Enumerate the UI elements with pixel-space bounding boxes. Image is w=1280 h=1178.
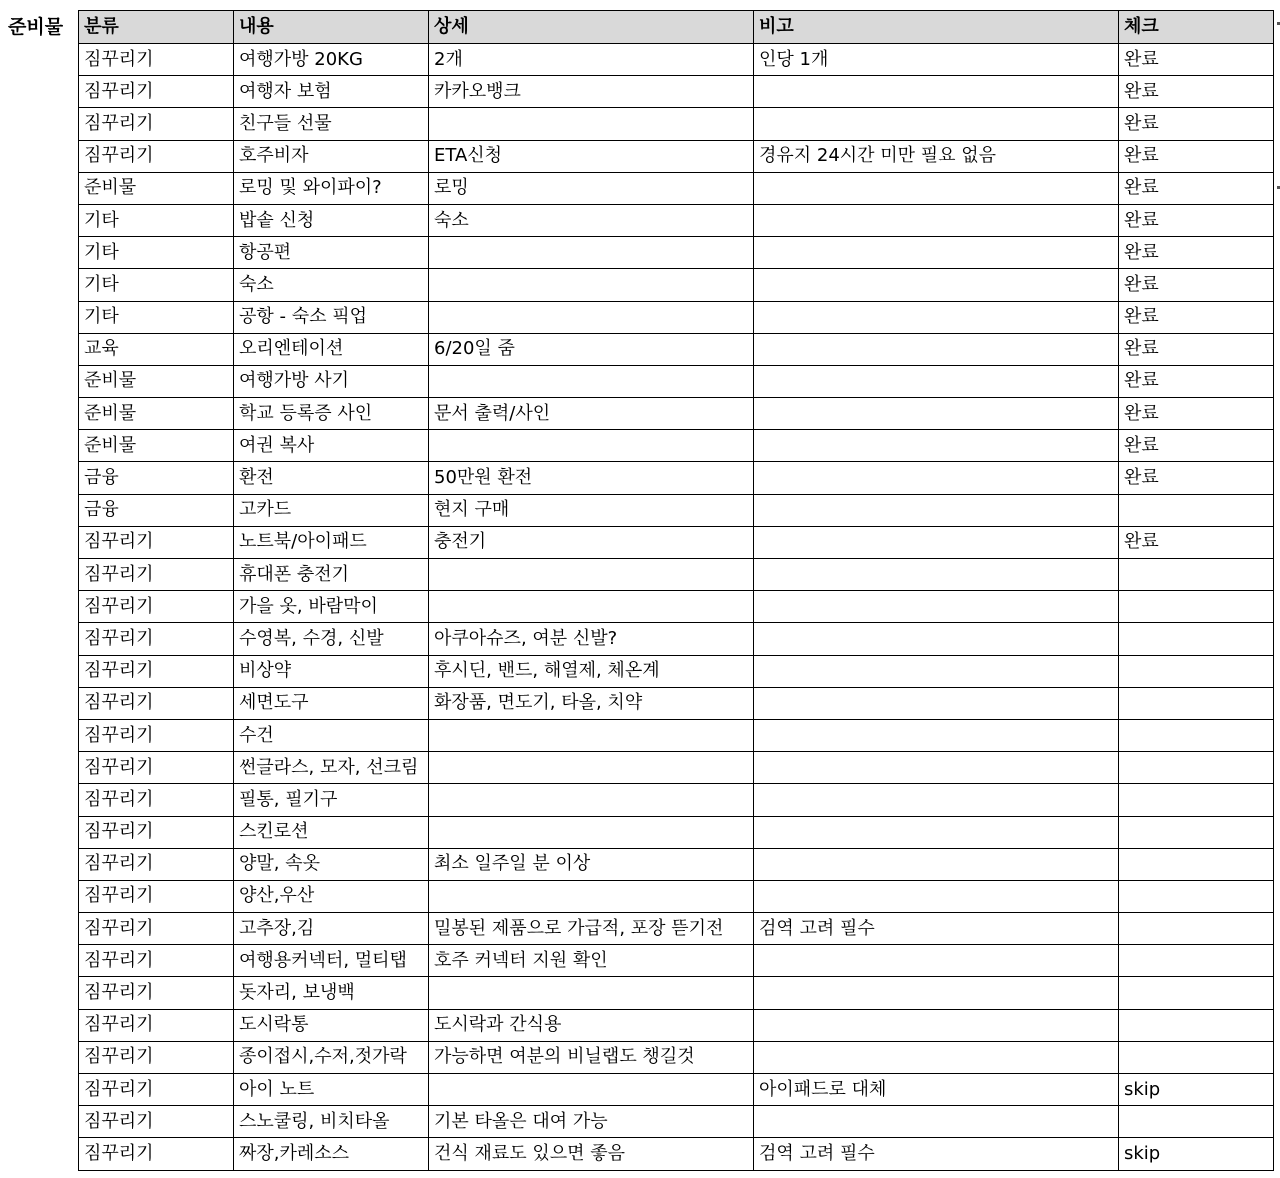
cell-item[interactable]: 수건 [234,719,429,751]
cell-category[interactable]: 기타 [79,301,234,333]
table-row [79,945,1274,977]
checklist-table [78,10,1274,1171]
cell-category[interactable]: 준비물 [79,398,234,430]
table-row [79,1106,1274,1138]
table-row [79,1041,1274,1073]
cell-item[interactable]: 휴대폰 충전기 [234,559,429,591]
cell-check[interactable] [1119,1009,1274,1041]
cell-note[interactable] [754,526,1119,558]
cell-check[interactable]: 완료 [1119,462,1274,494]
table-row [79,591,1274,623]
cell-detail[interactable] [429,977,754,1009]
cell-detail[interactable]: 6/20일 줌 [429,333,754,365]
cell-category[interactable]: 짐꾸리기 [79,76,234,108]
cell-item[interactable]: 밥솥 신청 [234,204,429,236]
cell-check[interactable]: 완료 [1119,526,1274,558]
cell-detail[interactable] [429,269,754,301]
cell-category[interactable]: 짐꾸리기 [79,880,234,912]
cell-check[interactable]: 완료 [1119,301,1274,333]
header-category: 분류 [79,11,234,44]
cell-check[interactable]: 완료 [1119,365,1274,397]
cell-note[interactable] [754,945,1119,977]
cell-category[interactable]: 준비물 [79,365,234,397]
header-note: 비고 [754,11,1119,44]
cell-category[interactable]: 짐꾸리기 [79,559,234,591]
cell-check[interactable]: 완료 [1119,140,1274,172]
table-row [79,430,1274,462]
cell-category[interactable]: 짐꾸리기 [79,1106,234,1138]
sheet-label: 준비물 [8,16,64,38]
cell-note[interactable] [754,365,1119,397]
cell-category[interactable]: 짐꾸리기 [79,1138,234,1170]
table-row [79,913,1274,945]
cell-detail[interactable]: 가능하면 여분의 비닐랩도 챙길것 [429,1041,754,1073]
table-row [79,655,1274,687]
cell-detail[interactable]: 아쿠아슈즈, 여분 신발? [429,623,754,655]
cell-item[interactable]: 친구들 선물 [234,108,429,140]
cell-item[interactable]: 가을 옷, 바람막이 [234,591,429,623]
cell-note[interactable]: 인당 1개 [754,44,1119,76]
cell-category[interactable]: 금융 [79,494,234,526]
cell-item[interactable]: 여행자 보험 [234,76,429,108]
cell-detail[interactable] [429,880,754,912]
cell-detail[interactable] [429,784,754,816]
cell-item[interactable]: 양말, 속옷 [234,848,429,880]
cell-check[interactable]: 완료 [1119,76,1274,108]
header-detail: 상세 [429,11,754,44]
cell-check[interactable] [1119,623,1274,655]
cell-detail[interactable] [429,108,754,140]
cell-note[interactable] [754,172,1119,204]
cell-check[interactable] [1119,687,1274,719]
cell-item[interactable]: 학교 등록증 사인 [234,398,429,430]
cell-note[interactable] [754,880,1119,912]
cell-check[interactable]: skip [1119,1138,1274,1170]
cell-check[interactable] [1119,655,1274,687]
cell-category[interactable]: 짐꾸리기 [79,140,234,172]
table-row [79,365,1274,397]
table-row [79,237,1274,269]
cell-item[interactable]: 스노쿨링, 비치타올 [234,1106,429,1138]
header-check: 체크 [1119,11,1274,44]
table-row [79,398,1274,430]
table-row [79,526,1274,558]
cell-detail[interactable] [429,719,754,751]
cell-item[interactable]: 환전 [234,462,429,494]
cell-item[interactable]: 필통, 필기구 [234,784,429,816]
cell-category[interactable]: 짐꾸리기 [79,945,234,977]
table-row [79,1074,1274,1106]
cell-note[interactable]: 아이패드로 대체 [754,1074,1119,1106]
cell-item[interactable]: 썬글라스, 모자, 선크림 [234,752,429,784]
table-row [79,108,1274,140]
cell-category[interactable]: 준비물 [79,430,234,462]
cell-category[interactable]: 짐꾸리기 [79,108,234,140]
cell-item[interactable]: 고카드 [234,494,429,526]
cell-item[interactable]: 도시락통 [234,1009,429,1041]
cell-note[interactable] [754,430,1119,462]
cell-item[interactable]: 공항 - 숙소 픽업 [234,301,429,333]
table-row [79,333,1274,365]
table-row [79,784,1274,816]
table-row [79,1009,1274,1041]
cell-category[interactable]: 금융 [79,462,234,494]
cell-detail[interactable] [429,752,754,784]
cell-detail[interactable] [429,301,754,333]
cell-category[interactable]: 짐꾸리기 [79,44,234,76]
cell-category[interactable]: 교육 [79,333,234,365]
cell-note[interactable] [754,333,1119,365]
cell-category[interactable]: 짐꾸리기 [79,784,234,816]
cell-detail[interactable]: 카카오뱅크 [429,76,754,108]
cell-item[interactable]: 종이접시,수저,젓가락 [234,1041,429,1073]
cell-item[interactable]: 수영복, 수경, 신발 [234,623,429,655]
cell-detail[interactable] [429,591,754,623]
header-item: 내용 [234,11,429,44]
cell-detail[interactable]: 50만원 환전 [429,462,754,494]
table-row [79,172,1274,204]
cell-note[interactable] [754,204,1119,236]
cell-note[interactable] [754,623,1119,655]
cell-detail[interactable]: 충전기 [429,526,754,558]
cell-note[interactable] [754,1009,1119,1041]
cell-category[interactable]: 짐꾸리기 [79,752,234,784]
cell-item[interactable]: 세면도구 [234,687,429,719]
cell-detail[interactable]: 도시락과 간식용 [429,1009,754,1041]
cell-detail[interactable]: 현지 구매 [429,494,754,526]
cell-note[interactable] [754,462,1119,494]
cell-check[interactable]: skip [1119,1074,1274,1106]
cell-detail[interactable] [429,365,754,397]
cell-note[interactable] [754,591,1119,623]
cell-detail[interactable] [429,430,754,462]
cell-item[interactable]: 숙소 [234,269,429,301]
table-row [79,977,1274,1009]
cell-note[interactable] [754,237,1119,269]
cell-item[interactable]: 여행가방 20KG [234,44,429,76]
table-row [79,687,1274,719]
table-row [79,623,1274,655]
cell-check[interactable] [1119,784,1274,816]
cell-item[interactable]: 오리엔테이션 [234,333,429,365]
cell-detail[interactable]: 로밍 [429,172,754,204]
cell-note[interactable] [754,1106,1119,1138]
cell-detail[interactable]: 건식 재료도 있으면 좋음 [429,1138,754,1170]
cell-note[interactable] [754,76,1119,108]
cell-check[interactable] [1119,1041,1274,1073]
cell-category[interactable]: 짐꾸리기 [79,848,234,880]
cell-item[interactable]: 비상약 [234,655,429,687]
cell-note[interactable] [754,269,1119,301]
cell-note[interactable] [754,977,1119,1009]
cell-category[interactable]: 짐꾸리기 [79,913,234,945]
cell-check[interactable] [1119,559,1274,591]
cell-note[interactable]: 경유지 24시간 미만 필요 없음 [754,140,1119,172]
cell-check[interactable]: 완료 [1119,269,1274,301]
table-row [79,559,1274,591]
cell-category[interactable]: 짐꾸리기 [79,1041,234,1073]
cell-note[interactable] [754,655,1119,687]
cell-category[interactable]: 짐꾸리기 [79,526,234,558]
table-row [79,269,1274,301]
header-row [79,11,1274,44]
cell-category[interactable]: 짐꾸리기 [79,719,234,751]
cell-note[interactable] [754,301,1119,333]
cell-detail[interactable] [429,237,754,269]
table-row [79,140,1274,172]
table-row [79,204,1274,236]
cell-item[interactable]: 짜장,카레소스 [234,1138,429,1170]
cell-detail[interactable]: ETA신청 [429,140,754,172]
cell-note[interactable] [754,784,1119,816]
cell-note[interactable] [754,494,1119,526]
cell-check[interactable]: 완료 [1119,430,1274,462]
table-row [79,462,1274,494]
cell-item[interactable]: 여행용커넥터, 멀티탭 [234,945,429,977]
cell-check[interactable] [1119,848,1274,880]
cell-detail[interactable]: 후시딘, 밴드, 해열제, 체온계 [429,655,754,687]
cell-note[interactable] [754,752,1119,784]
cell-check[interactable] [1119,591,1274,623]
table-row [79,848,1274,880]
cell-check[interactable]: 완료 [1119,44,1274,76]
cell-detail[interactable] [429,1074,754,1106]
cell-item[interactable]: 아이 노트 [234,1074,429,1106]
cell-item[interactable]: 로밍 및 와이파이? [234,172,429,204]
cell-item[interactable]: 고추장,김 [234,913,429,945]
cell-note[interactable]: 검역 고려 필수 [754,1138,1119,1170]
table-row [79,816,1274,848]
cell-check[interactable] [1119,816,1274,848]
cell-detail[interactable]: 숙소 [429,204,754,236]
cell-category[interactable]: 짐꾸리기 [79,655,234,687]
table-row [79,44,1274,76]
cell-detail[interactable] [429,559,754,591]
cell-detail[interactable]: 밀봉된 제품으로 가급적, 포장 뜯기전 [429,913,754,945]
cell-detail[interactable]: 2개 [429,44,754,76]
cell-check[interactable] [1119,494,1274,526]
cell-category[interactable]: 짐꾸리기 [79,687,234,719]
table-row [79,76,1274,108]
cell-item[interactable]: 여행가방 사기 [234,365,429,397]
cell-category[interactable]: 기타 [79,204,234,236]
table-row [79,494,1274,526]
cell-category[interactable]: 기타 [79,237,234,269]
cell-category[interactable]: 짐꾸리기 [79,816,234,848]
cell-check[interactable]: 완료 [1119,398,1274,430]
cell-check[interactable]: 완료 [1119,172,1274,204]
cell-note[interactable] [754,816,1119,848]
cell-item[interactable]: 양산,우산 [234,880,429,912]
cell-check[interactable] [1119,719,1274,751]
cell-detail[interactable]: 문서 출력/사인 [429,398,754,430]
cell-check[interactable]: 완료 [1119,204,1274,236]
cell-category[interactable]: 짐꾸리기 [79,623,234,655]
cell-check[interactable] [1119,752,1274,784]
cell-note[interactable] [754,398,1119,430]
cell-item[interactable]: 여권 복사 [234,430,429,462]
table-row [79,1138,1274,1170]
cell-category[interactable]: 짐꾸리기 [79,591,234,623]
cell-detail[interactable]: 호주 커넥터 지원 확인 [429,945,754,977]
cell-detail[interactable]: 화장품, 면도기, 타올, 치약 [429,687,754,719]
cell-item[interactable]: 항공편 [234,237,429,269]
table-row [79,880,1274,912]
cell-note[interactable] [754,559,1119,591]
cell-note[interactable] [754,1041,1119,1073]
cell-item[interactable]: 노트북/아이패드 [234,526,429,558]
cell-detail[interactable]: 기본 타올은 대여 가능 [429,1106,754,1138]
cell-check[interactable] [1119,1106,1274,1138]
cell-category[interactable]: 짐꾸리기 [79,1074,234,1106]
cell-check[interactable] [1119,977,1274,1009]
cell-check[interactable]: 완료 [1119,108,1274,140]
cell-detail[interactable] [429,816,754,848]
cell-note[interactable] [754,848,1119,880]
cell-check[interactable] [1119,880,1274,912]
table-row [79,719,1274,751]
cell-check[interactable]: 완료 [1119,237,1274,269]
cell-note[interactable]: 검역 고려 필수 [754,913,1119,945]
cell-check[interactable]: 완료 [1119,333,1274,365]
cell-category[interactable]: 짐꾸리기 [79,977,234,1009]
cell-item[interactable]: 스킨로션 [234,816,429,848]
cell-note[interactable] [754,108,1119,140]
cell-category[interactable]: 짐꾸리기 [79,1009,234,1041]
cell-item[interactable]: 돗자리, 보냉백 [234,977,429,1009]
cell-note[interactable] [754,687,1119,719]
cell-category[interactable]: 기타 [79,269,234,301]
table-row [79,301,1274,333]
cell-category[interactable]: 준비물 [79,172,234,204]
cell-note[interactable] [754,719,1119,751]
cell-check[interactable] [1119,945,1274,977]
cell-detail[interactable]: 최소 일주일 분 이상 [429,848,754,880]
table-row [79,752,1274,784]
cell-item[interactable]: 호주비자 [234,140,429,172]
cell-check[interactable] [1119,913,1274,945]
